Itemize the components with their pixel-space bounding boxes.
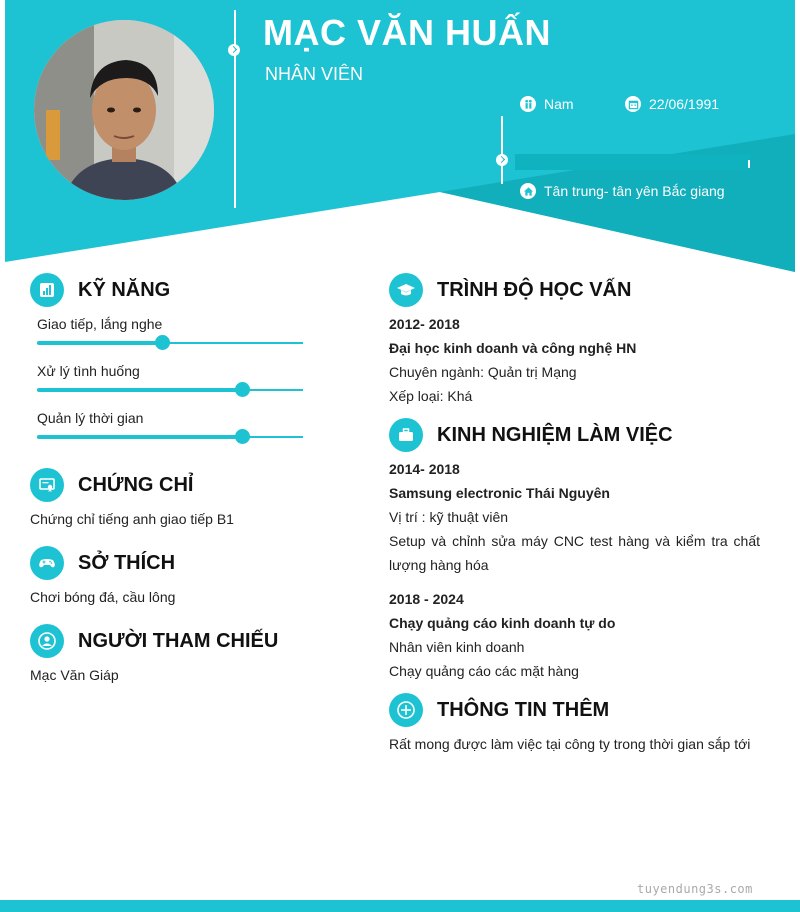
hobbies-title: SỞ THÍCH: [78, 551, 176, 574]
certificates-title: CHỨNG CHỈ: [78, 473, 194, 496]
footer-bar: [0, 900, 800, 912]
extra-title: THÔNG TIN THÊM: [437, 698, 610, 721]
skill-bar-knob: [235, 429, 250, 444]
gender-icon: [520, 96, 536, 112]
job-period: 2014- 2018: [389, 461, 460, 477]
extra-text: Rất mong được làm việc tại công ty trong thời gian sắp tới: [389, 736, 751, 752]
header-divider-line: [234, 10, 236, 208]
certificates-text: Chứng chỉ tiếng anh giao tiếp B1: [30, 511, 234, 527]
calendar-icon: [625, 96, 641, 112]
references-title: NGƯỜI THAM CHIẾU: [78, 629, 279, 652]
education-heading: [389, 273, 631, 307]
experience-title: KINH NGHIỆM LÀM VIỆC: [437, 423, 673, 446]
skill-label: Quản lý thời gian: [37, 410, 144, 426]
skills-heading: [30, 273, 170, 307]
address-info: [520, 183, 725, 199]
candidate-name: MẠC VĂN HUẤN: [263, 12, 551, 53]
job-company: Samsung electronic Thái Nguyên: [389, 485, 610, 501]
extra-heading: [389, 693, 609, 727]
birthday-value: 22/06/1991: [649, 96, 720, 112]
info-bar: [515, 154, 750, 170]
gamepad-icon: [30, 546, 64, 580]
avatar: [34, 20, 214, 200]
job-position: Nhân viên kinh doanh: [389, 639, 525, 655]
gender-value: Nam: [544, 96, 574, 112]
job-description: Setup và chỉnh sửa máy CNC test hàng và kiểm tra chất lượng hàng hóa: [389, 533, 760, 573]
job-description: Chạy quảng cáo các mặt hàng: [389, 663, 579, 679]
skill-bar: [37, 436, 303, 438]
references-text: Mạc Văn Giáp: [30, 667, 119, 683]
skills-title: KỸ NĂNG: [78, 278, 171, 301]
references-heading: [30, 624, 278, 658]
job-company: Chạy quảng cáo kinh doanh tự do: [389, 615, 616, 631]
skill-bar: [37, 389, 303, 391]
education-period: 2012- 2018: [389, 316, 460, 332]
birthday-info: [625, 96, 719, 112]
hobbies-text: Chơi bóng đá, cầu lông: [30, 589, 176, 605]
skill-label: Xử lý tình huống: [37, 363, 140, 379]
education-grade: Xếp loại: Khá: [389, 388, 473, 404]
skill-bar-fill: [37, 435, 242, 439]
skill-bar-fill: [37, 388, 242, 392]
education-major: Chuyên ngành: Quản trị Mạng: [389, 364, 577, 380]
plus-icon: [389, 693, 423, 727]
education-school: Đại học kinh doanh và công nghệ HN: [389, 340, 637, 356]
skill-bar-fill: [37, 341, 162, 345]
skill-label: Giao tiếp, lắng nghe: [37, 316, 163, 332]
candidate-role: NHÂN VIÊN: [265, 64, 364, 84]
bar-chart-icon: [30, 273, 64, 307]
job-period: 2018 - 2024: [389, 591, 464, 607]
graduation-cap-icon: [389, 273, 423, 307]
info-divider-line: [501, 116, 503, 184]
skill-bar-knob: [235, 382, 250, 397]
certificates-heading: [30, 468, 193, 502]
certificate-icon: [30, 468, 64, 502]
briefcase-icon: [389, 418, 423, 452]
skill-bar-knob: [155, 335, 170, 350]
info-bar-tick: [748, 160, 750, 168]
info-divider-arrow-icon: [496, 154, 508, 166]
person-icon: [30, 624, 64, 658]
address-value: Tân trung- tân yên Bắc giang: [544, 183, 725, 199]
education-title: TRÌNH ĐỘ HỌC VẤN: [437, 278, 632, 301]
gender-info: [520, 96, 574, 112]
watermark: tuyendung3s.com: [637, 882, 753, 896]
job-position: Vị trí : kỹ thuật viên: [389, 509, 509, 525]
hobbies-heading: [30, 546, 175, 580]
skill-bar: [37, 342, 303, 344]
header-divider-arrow-icon: [228, 44, 240, 56]
home-icon: [520, 183, 536, 199]
experience-heading: [389, 418, 673, 452]
